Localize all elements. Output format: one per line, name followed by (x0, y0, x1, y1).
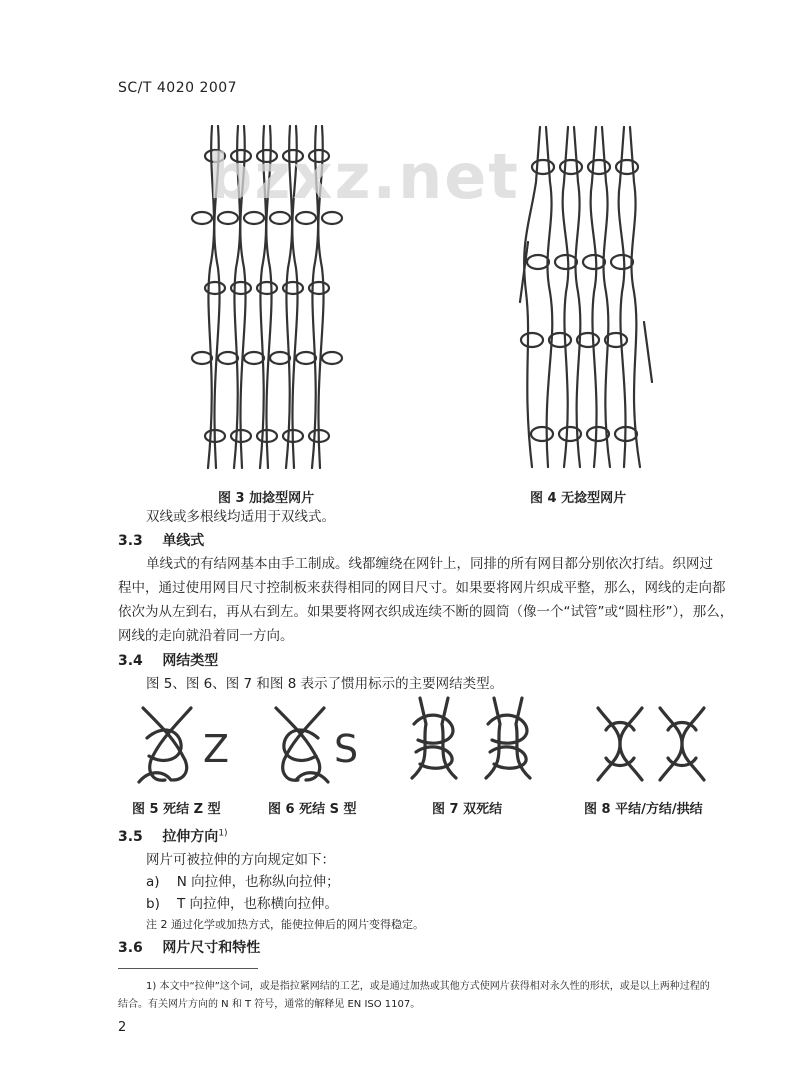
section-3-5-intro: 网片可被拉伸的方向规定如下： (146, 852, 335, 868)
figure-6-s-knot (268, 700, 378, 788)
section-3-6-heading (118, 937, 260, 957)
section-3-3-heading (118, 530, 204, 550)
footnote-rule (118, 968, 258, 969)
footnote-line: 结合。有关网片方向的 N 和 T 符号，通常的解释见 EN ISO 1107。 (118, 999, 421, 1010)
text-line: 网线的走向就沿着同一方向。 (118, 628, 294, 644)
section-number: 3.6 (118, 940, 143, 956)
s-letter: S (334, 727, 359, 771)
section-number: 3.5 (118, 829, 143, 845)
text-line: 程中，通过使用网目尺寸控制板来获得相同的网目尺寸。如果要将网片织成平整，那么，网线的走向都 (118, 580, 726, 596)
paragraph-double-line: 双线或多根线均适用于双线式。 (146, 509, 335, 525)
text-line: 依次为从左到右，再从右到左。如果要将网衣织成连续不断的圆筒（像一个“试管”或“圆柱形”），那么， (118, 604, 734, 620)
z-letter: Z (203, 727, 230, 771)
note-2: 注 2 通过化学或加热方式，能使拉伸后的网片变得稳定。 (146, 918, 424, 931)
section-3-5-heading (118, 826, 228, 846)
footnote-ref: 1) (218, 828, 228, 839)
section-title: 网片尺寸和特性 (162, 940, 261, 956)
figure-4-untwisted-netting (512, 122, 662, 472)
list-item-b (146, 892, 338, 916)
section-title: 单线式 (162, 533, 205, 549)
section-3-3-paragraph (118, 552, 758, 648)
list-item-a (146, 870, 340, 894)
figure-4-caption: 图 4 无捻型网片 (530, 491, 627, 506)
footnote-line: 1) 本文中“拉伸”这个词，或是指拉紧网结的工艺，或是通过加热或其他方式使网片获得相对永久性的形状，或是以上两种过程的 (146, 981, 710, 992)
section-number: 3.3 (118, 533, 143, 549)
section-number: 3.4 (118, 653, 143, 669)
section-3-4-paragraph: 图 5、图 6、图 7 和图 8 表示了惯用标示的主要网结类型。 (146, 676, 504, 692)
page-header: SC/T 4020 2007 (118, 80, 238, 96)
figure-8-reef-knot (590, 700, 720, 788)
list-text: T 向拉伸，也称横向拉伸。 (177, 896, 339, 912)
figure-3-caption: 图 3 加捻型网片 (218, 491, 315, 506)
section-title: 拉伸方向 (162, 829, 219, 845)
list-text: N 向拉伸，也称纵向拉伸； (176, 874, 340, 890)
list-label: b) (146, 896, 160, 912)
section-title: 网结类型 (162, 653, 219, 669)
section-3-4-heading (118, 650, 218, 670)
page-number: 2 (118, 1020, 127, 1035)
figure-5-z-knot (135, 700, 245, 788)
text-line: 单线式的有结网基本由手工制成。线都缠绕在网针上，同排的所有网目都分别依次打结。织网过 (146, 556, 713, 572)
figure-8-caption: 图 8 平结/方结/拱结 (584, 802, 703, 817)
figure-6-caption: 图 6 死结 S 型 (268, 802, 357, 817)
figure-5-caption: 图 5 死结 Z 型 (132, 802, 221, 817)
figure-7-double-knot (402, 694, 552, 784)
watermark: bzxz.net (208, 140, 520, 213)
list-label: a) (146, 874, 160, 890)
footnote (118, 978, 778, 1014)
figure-7-caption: 图 7 双死结 (432, 802, 503, 817)
